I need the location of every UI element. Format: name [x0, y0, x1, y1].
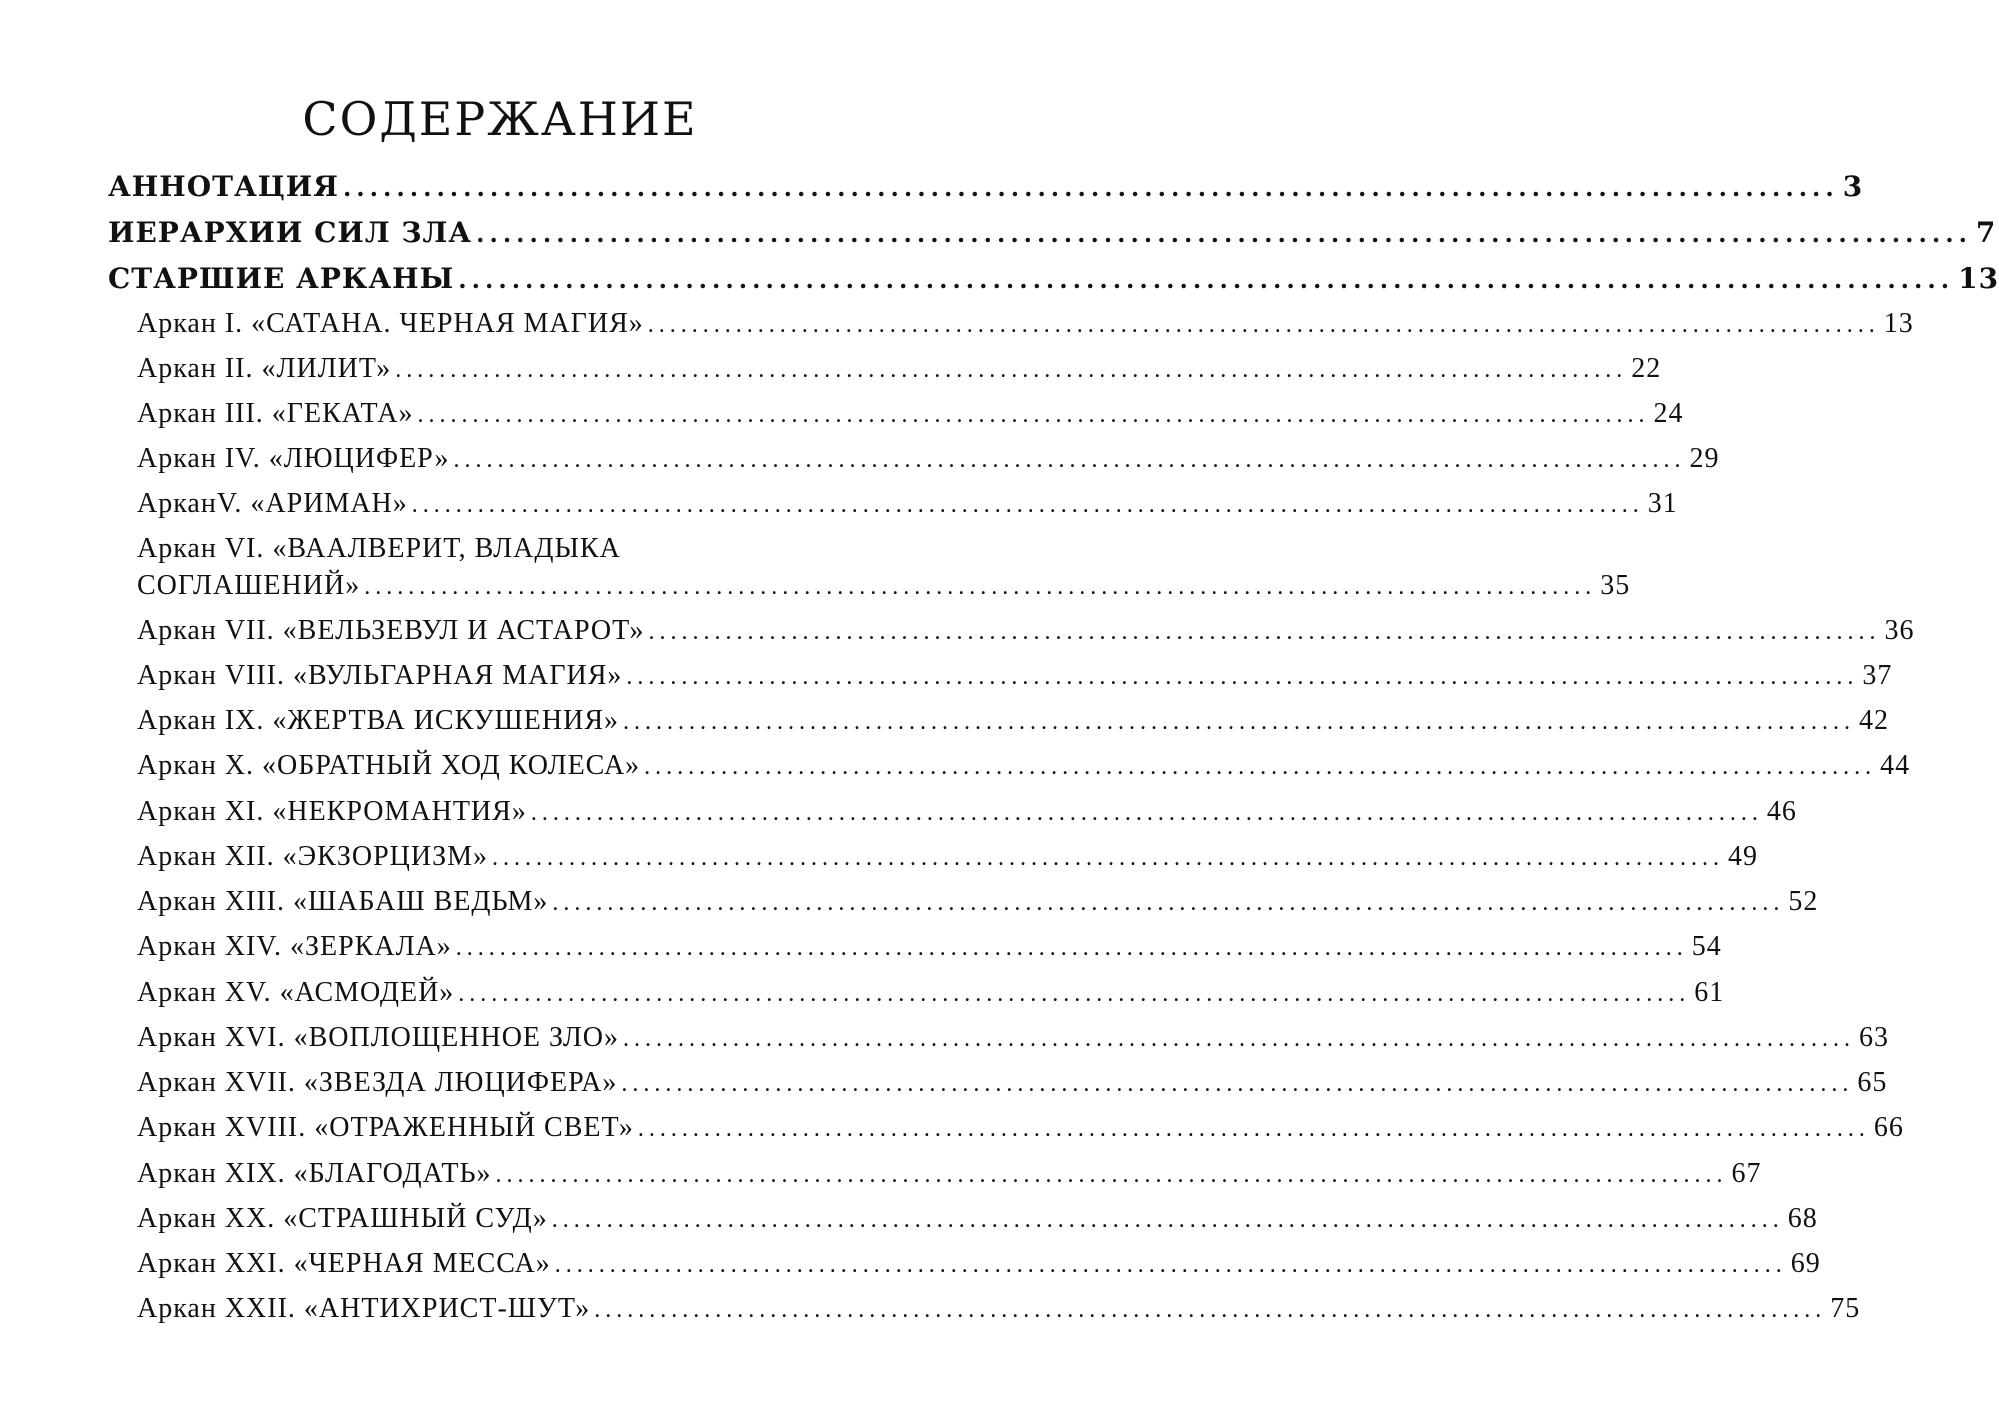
dot-leader: ................................................................................................................: [492, 845, 1725, 871]
dot-leader: ................................................................................................................: [623, 709, 1856, 735]
toc-entry-hierarchies[interactable]: [108, 216, 1997, 249]
toc-entry-arcana[interactable]: [137, 353, 1662, 385]
toc-entry-label: Аркан XIX. «БЛАГОДАТЬ»: [137, 1158, 492, 1189]
dot-leader: ................................................................................................................: [644, 754, 1877, 780]
toc-entry-label: Аркан XVI. «ВОПЛОЩЕННОЕ ЗЛО»: [137, 1022, 620, 1053]
toc-entry-label: Аркан VII. «ВЕЛЬЗЕВУЛ И АСТАРОТ»: [137, 615, 645, 646]
toc-entry-label: Аркан XV. «АСМОДЕЙ»: [137, 977, 455, 1008]
toc-entry-label: АрканV. «АРИМАН»: [137, 488, 408, 519]
dot-leader: ................................................................................................................: [626, 664, 1859, 690]
toc-entry-label: Аркан XXII. «АНТИХРИСТ-ШУТ»: [137, 1293, 591, 1324]
toc-entry-page: 31: [1647, 488, 1678, 519]
dot-leader: ................................................................................................................: [395, 357, 1628, 383]
toc-entry-arcana[interactable]: [137, 750, 1911, 782]
toc-entry-label: Аркан XII. «ЭКЗОРЦИЗМ»: [137, 841, 489, 872]
toc-entry-page: 49: [1728, 841, 1759, 872]
page-title: СОДЕРЖАНИЕ: [302, 92, 698, 146]
toc-entry-arcana[interactable]: [137, 1293, 1861, 1325]
toc-entry-arcana[interactable]: [137, 443, 1720, 475]
toc-entry-page: 7: [1975, 216, 1997, 249]
toc-entry-arcana[interactable]: [137, 1112, 1904, 1144]
toc-entry-page: 44: [1880, 750, 1911, 781]
toc-entry-arcana[interactable]: [137, 615, 1915, 647]
toc-entry-arcana-line1[interactable]: Аркан VI. «ВААЛВЕРИТ, ВЛАДЫКА: [137, 533, 621, 564]
toc-entry-label: Аркан IV. «ЛЮЦИФЕР»: [137, 443, 450, 474]
toc-entry-arcana[interactable]: [137, 1022, 1890, 1054]
toc-entry-arcana[interactable]: [137, 1158, 1762, 1190]
toc-entry-arcana[interactable]: [137, 931, 1722, 963]
toc-entry-arcana[interactable]: [137, 1067, 1888, 1099]
dot-leader: ................................................................................................................: [551, 1207, 1784, 1233]
toc-entry-arcana[interactable]: [137, 308, 1914, 340]
toc-entry-arcana[interactable]: [137, 841, 1759, 873]
dot-leader: ................................................................................................................: [458, 981, 1691, 1007]
toc-entry-label: Аркан I. «САТАНА. ЧЕРНАЯ МАГИЯ»: [137, 308, 644, 339]
toc-entry-label: Аркан VIII. «ВУЛЬГАРНАЯ МАГИЯ»: [137, 660, 623, 691]
dot-leader: ................................................................................................................: [621, 1071, 1854, 1097]
dot-leader: ................................................................................................................: [594, 1297, 1827, 1323]
dot-leader: ................................................................................................................: [455, 935, 1688, 961]
dot-leader: ................................................................................................................: [637, 1116, 1870, 1142]
dot-leader: ................................................................................................................: [554, 1252, 1787, 1278]
toc-entry-page: 75: [1830, 1293, 1861, 1324]
toc-entry-label: Аркан IX. «ЖЕРТВА ИСКУШЕНИЯ»: [137, 705, 620, 736]
toc-entry-label: Аркан XI. «НЕКРОМАНТИЯ»: [137, 796, 527, 827]
toc-entry-page: 13: [1958, 262, 1999, 295]
toc-entry-label: Аркан XX. «СТРАШНЫЙ СУД»: [137, 1203, 548, 1234]
toc-entry-major-arcana[interactable]: [108, 262, 1999, 295]
toc-entry-arcana[interactable]: [137, 398, 1684, 430]
toc-entry-arcana[interactable]: [137, 660, 1893, 692]
toc-entry-arcana[interactable]: [137, 570, 1631, 602]
dot-leader: ................................................................................................................: [417, 402, 1650, 428]
toc-entry-page: 68: [1787, 1203, 1818, 1234]
dot-leader: ................................................................................................................: [623, 1026, 1856, 1052]
toc-entry-page: 67: [1731, 1158, 1762, 1189]
toc-entry-label: АННОТАЦИЯ: [108, 170, 339, 203]
toc-entry-arcana[interactable]: [137, 1203, 1818, 1235]
toc-entry-page: 37: [1862, 660, 1893, 691]
toc-entry-page: 42: [1859, 705, 1890, 736]
toc-entry-page: 69: [1790, 1248, 1821, 1279]
toc-entry-page: 29: [1689, 443, 1720, 474]
toc-entry-label: ИЕРАРХИИ СИЛ ЗЛА: [108, 216, 473, 249]
toc-entry-label: СОГЛАШЕНИЙ»: [137, 570, 361, 601]
toc-entry-label: СТАРШИЕ АРКАНЫ: [108, 262, 455, 295]
toc-entry-arcana[interactable]: [137, 705, 1890, 737]
dot-leader: ................................................................................................................: [342, 173, 1839, 202]
toc-entry-page: 54: [1691, 931, 1722, 962]
dot-leader: ................................................................................................................: [648, 619, 1881, 645]
toc-entry-page: 24: [1653, 398, 1684, 429]
dot-leader: ................................................................................................................: [552, 890, 1785, 916]
toc-entry-label: Аркан XXI. «ЧЕРНАЯ МЕССА»: [137, 1248, 551, 1279]
toc-entry-label: Аркан XVII. «ЗВЕЗДА ЛЮЦИФЕРА»: [137, 1067, 618, 1098]
toc-entry-label: Аркан III. «ГЕКАТА»: [137, 398, 414, 429]
toc-entry-annotation[interactable]: [108, 170, 1864, 203]
dot-leader: ................................................................................................................: [411, 492, 1644, 518]
toc-entry-page: 65: [1857, 1067, 1888, 1098]
toc-entry-arcana[interactable]: [137, 977, 1725, 1009]
toc-entry-label: Аркан XIII. «ШАБАШ ВЕДЬМ»: [137, 886, 549, 917]
toc-entry-label: Аркан X. «ОБРАТНЫЙ ХОД КОЛЕСА»: [137, 750, 641, 781]
toc-entry-page: 13: [1883, 308, 1914, 339]
toc-entry-arcana[interactable]: [137, 796, 1797, 828]
toc-entry-page: 36: [1884, 615, 1915, 646]
toc-entry-label: Аркан XIV. «ЗЕРКАЛА»: [137, 931, 452, 962]
toc-entry-page: 35: [1600, 570, 1631, 601]
toc-entry-page: 46: [1766, 796, 1797, 827]
dot-leader: ................................................................................................................: [453, 447, 1686, 473]
toc-entry-arcana[interactable]: [137, 488, 1678, 520]
dot-leader: ................................................................................................................: [364, 574, 1597, 600]
dot-leader: ................................................................................................................: [495, 1162, 1728, 1188]
toc-entry-page: 61: [1694, 977, 1725, 1008]
toc-entry-page: 52: [1788, 886, 1819, 917]
toc-entry-arcana[interactable]: [137, 886, 1819, 918]
toc-entry-page: 22: [1631, 353, 1662, 384]
toc-entry-page: 3: [1842, 170, 1864, 203]
dot-leader: ................................................................................................................: [476, 219, 1972, 248]
dot-leader: ................................................................................................................: [458, 265, 1955, 294]
dot-leader: ................................................................................................................: [530, 800, 1763, 826]
toc-entry-label: Аркан XVIII. «ОТРАЖЕННЫЙ СВЕТ»: [137, 1112, 634, 1143]
toc-entry-arcana[interactable]: [137, 1248, 1821, 1280]
toc-entry-page: 66: [1873, 1112, 1904, 1143]
dot-leader: ................................................................................................................: [647, 312, 1880, 338]
toc-entry-page: 63: [1859, 1022, 1890, 1053]
toc-entry-label: Аркан II. «ЛИЛИТ»: [137, 353, 392, 384]
